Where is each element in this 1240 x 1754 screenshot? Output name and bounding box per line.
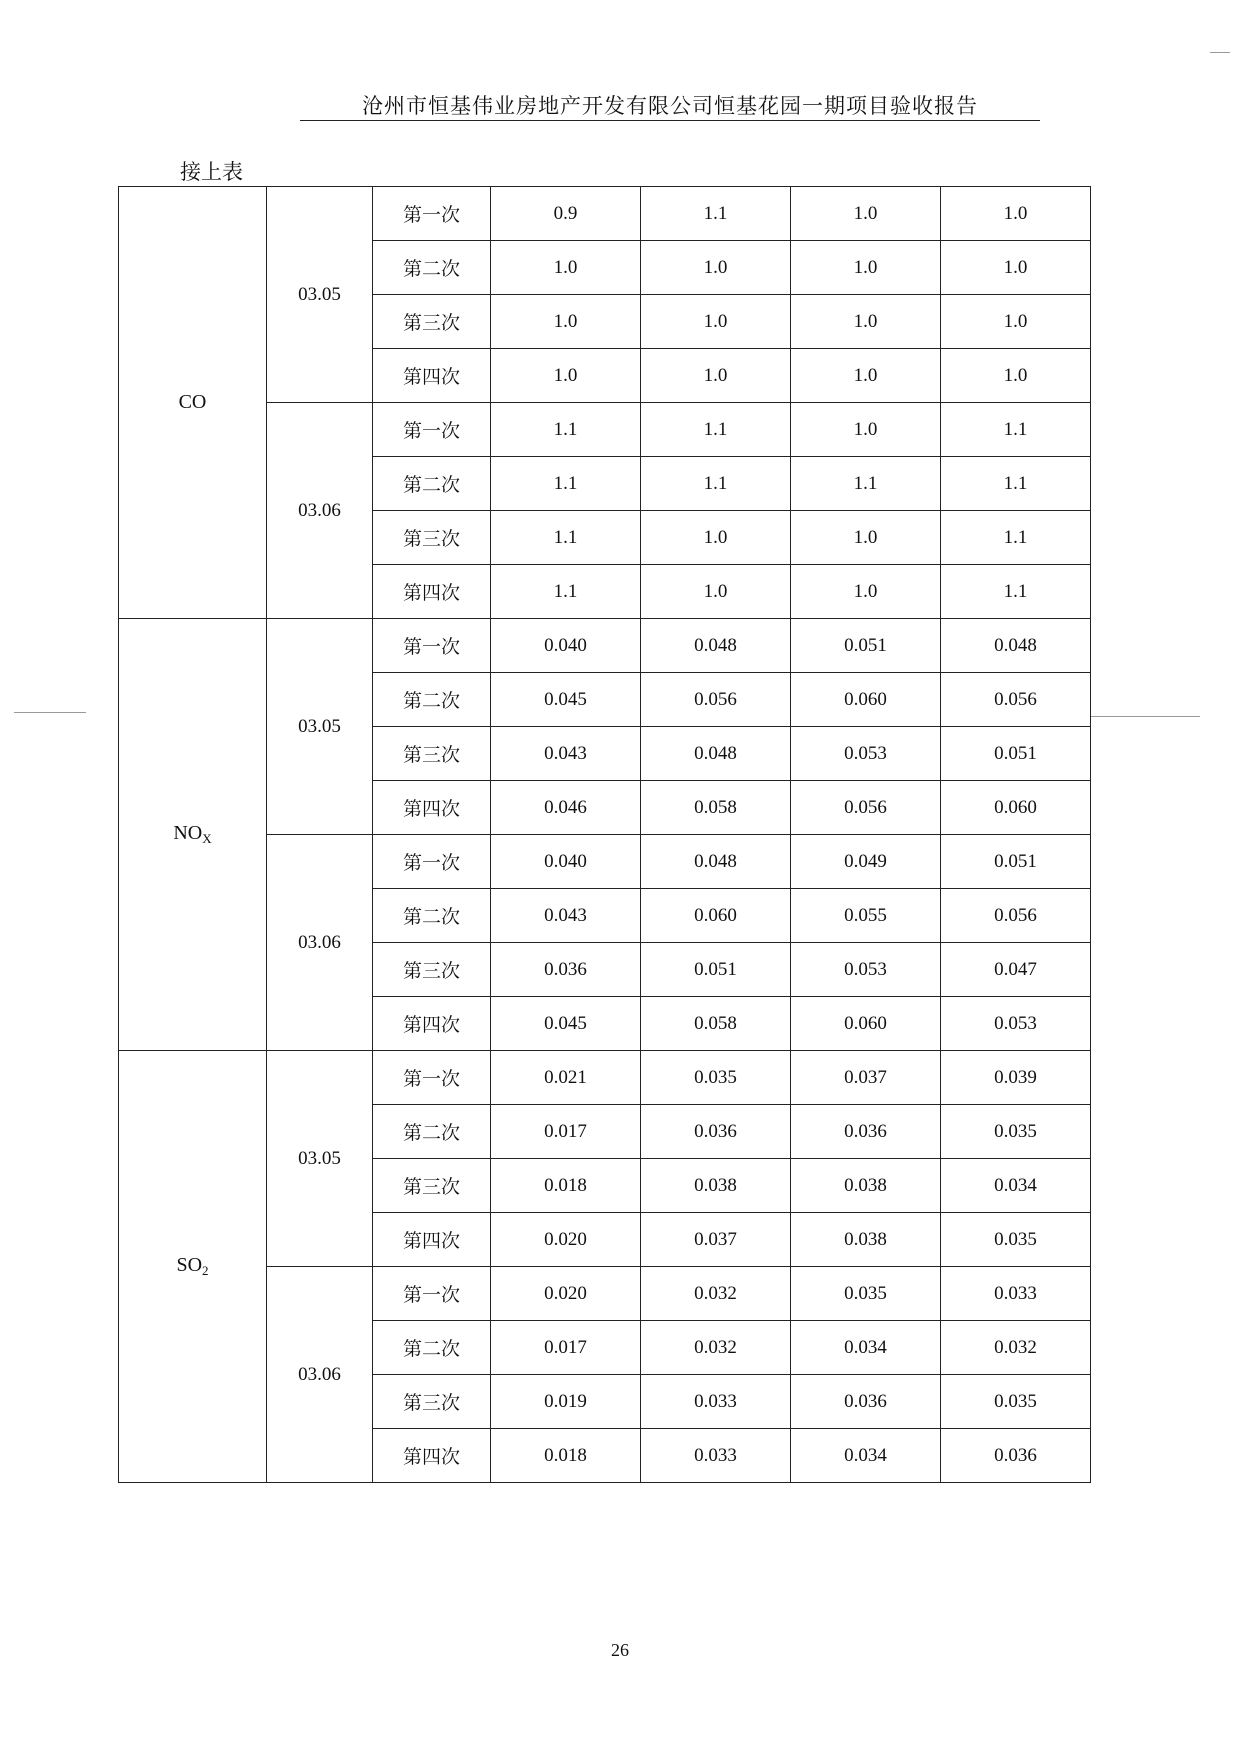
measurement-value-cell: 0.043 xyxy=(491,889,641,943)
measurement-value-cell: 0.017 xyxy=(491,1321,641,1375)
measurement-value-cell: 0.038 xyxy=(791,1159,941,1213)
table-row xyxy=(119,187,1091,241)
sampling-round-cell: 第二次 xyxy=(373,1105,491,1159)
pollutant-name: NO xyxy=(173,822,203,844)
measurement-value-cell: 1.0 xyxy=(941,187,1091,241)
measurement-value-cell: 1.1 xyxy=(941,511,1091,565)
date-cell: 03.05 xyxy=(267,1051,373,1267)
measurement-value-cell: 1.0 xyxy=(491,349,641,403)
measurement-value-cell: 0.048 xyxy=(641,835,791,889)
date-cell: 03.06 xyxy=(267,1267,373,1483)
measurement-value-cell: 0.047 xyxy=(941,943,1091,997)
pollutant-cell xyxy=(119,619,267,1051)
measurement-value-cell: 0.034 xyxy=(941,1159,1091,1213)
measurement-value-cell: 0.045 xyxy=(491,997,641,1051)
measurement-value-cell: 1.1 xyxy=(641,457,791,511)
measurement-value-cell: 1.0 xyxy=(791,511,941,565)
measurement-value-cell: 0.049 xyxy=(791,835,941,889)
sampling-round-cell: 第三次 xyxy=(373,511,491,565)
measurement-value-cell: 0.051 xyxy=(791,619,941,673)
measurement-value-cell: 0.035 xyxy=(941,1213,1091,1267)
measurement-value-cell: 0.037 xyxy=(641,1213,791,1267)
measurement-value-cell: 0.053 xyxy=(791,727,941,781)
measurement-value-cell: 0.048 xyxy=(641,727,791,781)
measurement-value-cell: 1.1 xyxy=(491,403,641,457)
measurement-value-cell: 0.053 xyxy=(791,943,941,997)
sampling-round-cell: 第四次 xyxy=(373,781,491,835)
measurement-value-cell: 0.032 xyxy=(941,1321,1091,1375)
sampling-round-cell: 第一次 xyxy=(373,403,491,457)
sampling-round-cell: 第一次 xyxy=(373,835,491,889)
measurement-value-cell: 0.033 xyxy=(641,1429,791,1483)
measurement-value-cell: 0.048 xyxy=(941,619,1091,673)
measurement-value-cell: 0.018 xyxy=(491,1159,641,1213)
sampling-round-cell: 第二次 xyxy=(373,241,491,295)
pollutant-name: CO xyxy=(178,391,207,413)
measurement-value-cell: 0.036 xyxy=(791,1375,941,1429)
measurement-value-cell: 0.034 xyxy=(791,1321,941,1375)
measurement-value-cell: 0.056 xyxy=(941,889,1091,943)
sampling-round-cell: 第二次 xyxy=(373,889,491,943)
measurement-value-cell: 0.056 xyxy=(791,781,941,835)
sampling-round-cell: 第三次 xyxy=(373,1375,491,1429)
scan-artifact-line xyxy=(1090,716,1200,717)
measurement-value-cell: 1.0 xyxy=(641,241,791,295)
measurement-value-cell: 1.0 xyxy=(791,241,941,295)
date-cell: 03.06 xyxy=(267,835,373,1051)
measurement-value-cell: 0.035 xyxy=(641,1051,791,1105)
measurement-value-cell: 1.0 xyxy=(641,565,791,619)
measurement-value-cell: 1.1 xyxy=(641,403,791,457)
measurement-value-cell: 0.020 xyxy=(491,1267,641,1321)
sampling-round-cell: 第二次 xyxy=(373,457,491,511)
measurement-value-cell: 0.035 xyxy=(791,1267,941,1321)
measurement-value-cell: 0.036 xyxy=(791,1105,941,1159)
pollutant-name: SO xyxy=(176,1254,203,1276)
sampling-round-cell: 第四次 xyxy=(373,1213,491,1267)
pollutant-subscript: 2 xyxy=(202,1263,209,1278)
sampling-round-cell: 第四次 xyxy=(373,565,491,619)
header-divider xyxy=(300,120,1040,121)
page-number: 26 xyxy=(611,1640,629,1660)
pollutant-subscript: X xyxy=(202,831,212,846)
measurement-value-cell: 0.053 xyxy=(941,997,1091,1051)
measurement-value-cell: 0.058 xyxy=(641,781,791,835)
measurement-value-cell: 1.0 xyxy=(641,349,791,403)
date-cell: 03.05 xyxy=(267,619,373,835)
measurement-value-cell: 1.1 xyxy=(641,187,791,241)
measurement-value-cell: 0.032 xyxy=(641,1321,791,1375)
sampling-round-cell: 第三次 xyxy=(373,1159,491,1213)
scan-artifact-line xyxy=(14,712,86,713)
measurement-value-cell: 1.1 xyxy=(491,457,641,511)
measurement-value-cell: 0.045 xyxy=(491,673,641,727)
measurement-value-cell: 0.040 xyxy=(491,835,641,889)
measurement-value-cell: 1.1 xyxy=(941,565,1091,619)
measurement-value-cell: 0.035 xyxy=(941,1105,1091,1159)
measurement-value-cell: 1.0 xyxy=(791,565,941,619)
measurement-value-cell: 1.0 xyxy=(941,241,1091,295)
measurement-value-cell: 0.037 xyxy=(791,1051,941,1105)
measurement-value-cell: 1.0 xyxy=(791,349,941,403)
measurement-value-cell: 0.018 xyxy=(491,1429,641,1483)
measurement-value-cell: 1.1 xyxy=(791,457,941,511)
sampling-round-cell: 第三次 xyxy=(373,295,491,349)
sampling-round-cell: 第一次 xyxy=(373,1051,491,1105)
measurement-value-cell: 0.051 xyxy=(941,727,1091,781)
measurement-value-cell: 0.060 xyxy=(641,889,791,943)
measurement-value-cell: 1.1 xyxy=(491,565,641,619)
measurement-value-cell: 0.048 xyxy=(641,619,791,673)
measurement-value-cell: 1.0 xyxy=(791,403,941,457)
date-cell: 03.05 xyxy=(267,187,373,403)
measurement-value-cell: 1.0 xyxy=(491,241,641,295)
measurement-value-cell: 0.051 xyxy=(941,835,1091,889)
sampling-round-cell: 第四次 xyxy=(373,349,491,403)
measurement-value-cell: 1.0 xyxy=(641,295,791,349)
measurement-value-cell: 0.056 xyxy=(941,673,1091,727)
measurement-value-cell: 1.0 xyxy=(791,187,941,241)
measurement-value-cell: 1.0 xyxy=(641,511,791,565)
measurement-value-cell: 1.0 xyxy=(941,295,1091,349)
sampling-round-cell: 第二次 xyxy=(373,1321,491,1375)
measurement-value-cell: 0.040 xyxy=(491,619,641,673)
measurement-value-cell: 0.060 xyxy=(791,673,941,727)
measurement-value-cell: 0.033 xyxy=(941,1267,1091,1321)
sampling-round-cell: 第二次 xyxy=(373,673,491,727)
measurement-value-cell: 1.0 xyxy=(941,349,1091,403)
pollutant-cell xyxy=(119,187,267,619)
measurement-value-cell: 0.034 xyxy=(791,1429,941,1483)
sampling-round-cell: 第四次 xyxy=(373,997,491,1051)
measurement-value-cell: 0.9 xyxy=(491,187,641,241)
sampling-round-cell: 第一次 xyxy=(373,187,491,241)
sampling-round-cell: 第一次 xyxy=(373,619,491,673)
measurement-value-cell: 0.058 xyxy=(641,997,791,1051)
table-body xyxy=(119,187,1091,1483)
measurement-value-cell: 0.036 xyxy=(491,943,641,997)
measurement-value-cell: 0.019 xyxy=(491,1375,641,1429)
measurement-value-cell: 0.021 xyxy=(491,1051,641,1105)
measurement-value-cell: 0.036 xyxy=(941,1429,1091,1483)
measurement-value-cell: 0.036 xyxy=(641,1105,791,1159)
measurement-value-cell: 0.060 xyxy=(791,997,941,1051)
sampling-round-cell: 第四次 xyxy=(373,1429,491,1483)
measurement-value-cell: 0.060 xyxy=(941,781,1091,835)
measurement-value-cell: 0.038 xyxy=(641,1159,791,1213)
monitoring-data-table xyxy=(118,186,1091,1483)
measurement-value-cell: 1.1 xyxy=(941,403,1091,457)
measurement-value-cell: 0.056 xyxy=(641,673,791,727)
measurement-value-cell: 0.032 xyxy=(641,1267,791,1321)
measurement-value-cell: 1.1 xyxy=(941,457,1091,511)
table-continuation-caption: 接上表 xyxy=(180,160,243,184)
measurement-value-cell: 1.1 xyxy=(491,511,641,565)
measurement-value-cell: 0.038 xyxy=(791,1213,941,1267)
measurement-value-cell: 0.055 xyxy=(791,889,941,943)
table-row xyxy=(119,619,1091,673)
report-header-title: 沧州市恒基伟业房地产开发有限公司恒基花园一期项目验收报告 xyxy=(362,94,978,118)
sampling-round-cell: 第三次 xyxy=(373,943,491,997)
measurement-value-cell: 0.051 xyxy=(641,943,791,997)
measurement-value-cell: 0.039 xyxy=(941,1051,1091,1105)
table-row xyxy=(119,1051,1091,1105)
measurement-value-cell: 1.0 xyxy=(491,295,641,349)
measurement-value-cell: 0.035 xyxy=(941,1375,1091,1429)
measurement-value-cell: 0.033 xyxy=(641,1375,791,1429)
measurement-value-cell: 0.017 xyxy=(491,1105,641,1159)
pollutant-cell xyxy=(119,1051,267,1483)
measurement-value-cell: 0.020 xyxy=(491,1213,641,1267)
measurement-value-cell: 0.043 xyxy=(491,727,641,781)
date-cell: 03.06 xyxy=(267,403,373,619)
sampling-round-cell: 第一次 xyxy=(373,1267,491,1321)
scan-artifact-line xyxy=(1210,52,1230,53)
measurement-value-cell: 1.0 xyxy=(791,295,941,349)
measurement-value-cell: 0.046 xyxy=(491,781,641,835)
sampling-round-cell: 第三次 xyxy=(373,727,491,781)
